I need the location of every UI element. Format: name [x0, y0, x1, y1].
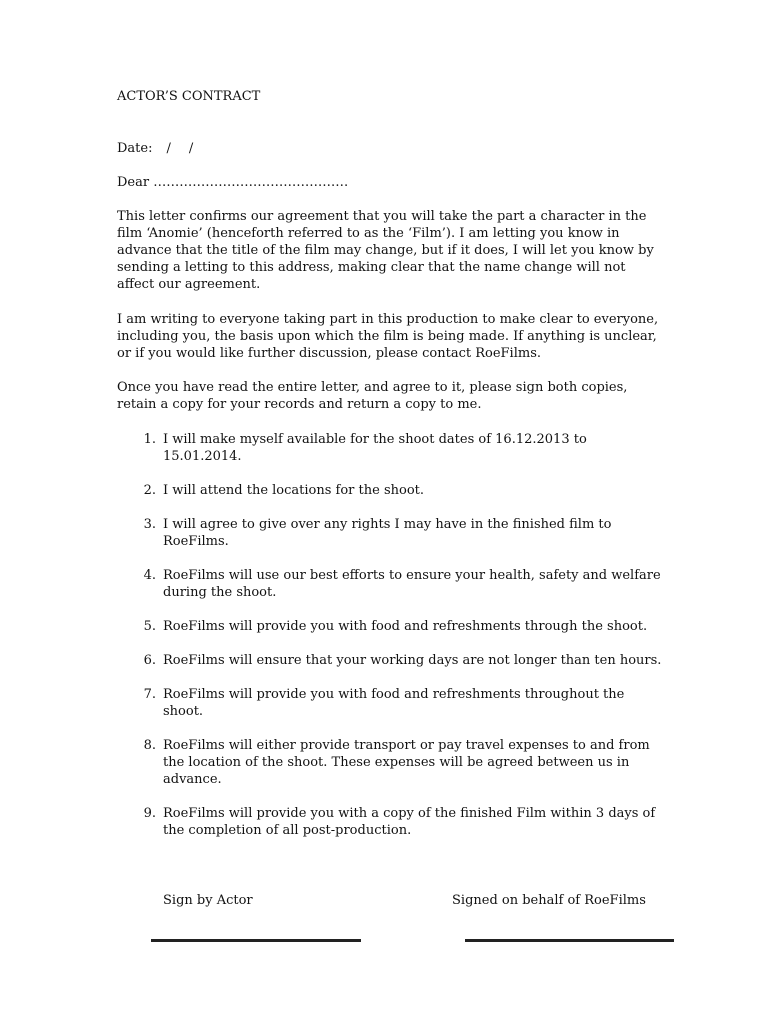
clause-item — [117, 686, 662, 720]
clause-number: 9. — [143, 806, 156, 821]
paragraph-production: I am writing to everyone taking part in this production to make clear to everyone, including you, the basis upon which the film is being made. If anything is unclear, or if you would like further discussion, please contact RoeFilms. — [117, 312, 659, 361]
clause-number: 3. — [143, 517, 156, 532]
clause-number: 6. — [143, 653, 156, 668]
clause-text: RoeFilms will provide you with food and refreshments through the shoot. — [163, 619, 648, 634]
document-title: ACTOR’S CONTRACT — [117, 89, 261, 104]
date-line — [117, 140, 193, 157]
clause-text: I will agree to give over any rights I may have in the finished film to RoeFilms. — [163, 517, 612, 549]
clause-text: I will make myself available for the shoot dates of 16.12.2013 to 15.01.2014. — [163, 432, 587, 464]
clause-text: RoeFilms will use our best efforts to ensure your health, safety and welfare during the shoot. — [163, 568, 661, 600]
clause-item — [117, 516, 662, 550]
actor-signature-label: Sign by Actor — [163, 893, 253, 908]
clause-item — [117, 482, 662, 499]
clause-text: RoeFilms will either provide transport or pay travel expenses to and from the location of the shoot. These expenses will be agreed between us in advance. — [163, 738, 650, 787]
clause-number: 2. — [143, 483, 156, 498]
actor-signature-line — [151, 939, 361, 942]
clause-list — [117, 431, 662, 856]
date-separator: / — [166, 141, 171, 156]
clause-number: 1. — [143, 432, 156, 447]
date-label: Date: — [117, 141, 153, 156]
clause-text: I will attend the locations for the shoot. — [163, 483, 425, 498]
company-signature-line — [465, 939, 674, 942]
clause-number: 5. — [143, 619, 156, 634]
clause-item — [117, 805, 662, 839]
date-separator: / — [188, 141, 194, 156]
company-signature-label: Signed on behalf of RoeFilms — [452, 893, 646, 908]
clause-item — [117, 652, 662, 669]
clause-text: RoeFilms will ensure that your working days are not longer than ten hours. — [163, 653, 662, 668]
clause-number: 4. — [143, 568, 156, 583]
clause-item — [117, 737, 662, 788]
clause-text: RoeFilms will provide you with a copy of the finished Film within 3 days of the completion of all post-production. — [163, 806, 656, 838]
clause-number: 7. — [143, 687, 156, 702]
clause-number: 8. — [143, 738, 156, 753]
paragraph-signing: Once you have read the entire letter, and agree to it, please sign both copies, retain a copy for your records and return a copy to me. — [117, 380, 628, 412]
clause-text: RoeFilms will provide you with food and refreshments throughout the shoot. — [163, 687, 625, 719]
salutation: Dear ……………………………………… — [117, 175, 349, 190]
paragraph-agreement: This letter confirms our agreement that you will take the part a character in the film ‘Anomie’ (henceforth referred to as the ‘Film’). I am letting you know in advance that the title of the film may change, but if it does, I will let you know by sending a letting to this address, making clear that the name change will not affect our agreement. — [117, 209, 654, 292]
clause-item — [117, 431, 662, 465]
clause-item — [117, 618, 662, 635]
clause-item — [117, 567, 662, 601]
